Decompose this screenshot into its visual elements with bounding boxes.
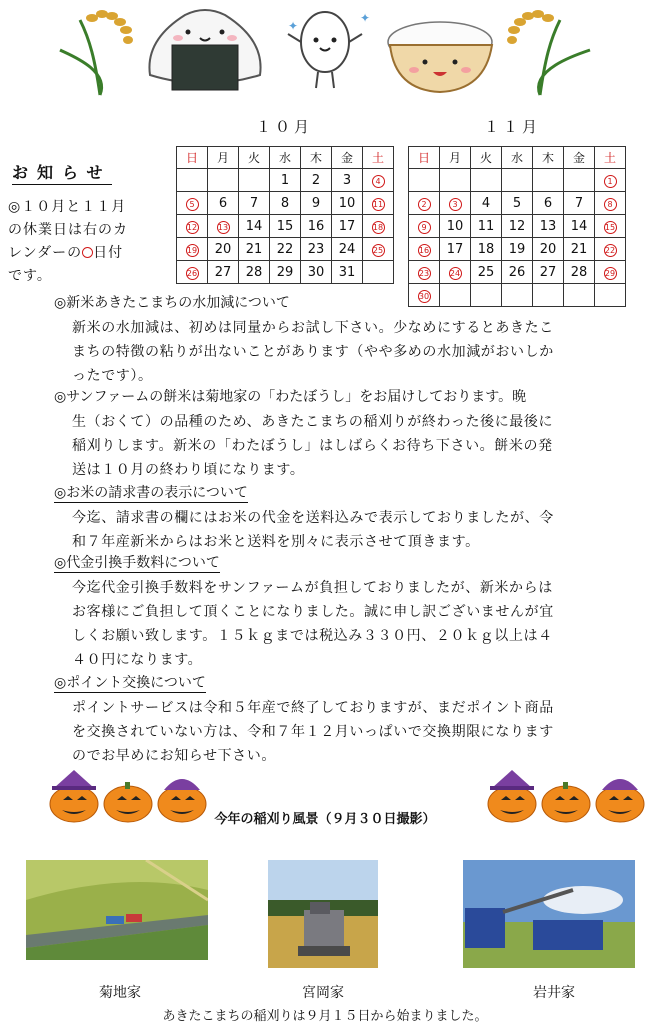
text-line: 今迄代金引換手数料をサンファームが負担しておりましたが、新米からは: [72, 580, 553, 596]
text-line: を交換されていない方は、令和７年１２月いっぱいで交換期限になります: [72, 724, 554, 740]
calendar-day: 12: [502, 215, 533, 238]
calendar-day: 28: [239, 261, 270, 284]
closed-day-mark: 25: [372, 245, 384, 255]
calendar-week: [177, 169, 394, 192]
calendar-day: 31: [332, 261, 363, 284]
text-line: ４０円になります。: [72, 652, 203, 668]
calendar-day-closed: [595, 215, 626, 238]
calendar-week: [409, 284, 626, 307]
weekday-header: 木: [533, 147, 564, 169]
calendar-day: 10: [332, 192, 363, 215]
caption-iwai: 岩井家: [533, 985, 575, 1001]
rice-bowl-character-icon: [388, 22, 492, 92]
weekday-header: 金: [332, 147, 363, 169]
closed-day-mark: 15: [604, 222, 616, 232]
calendar-week: [409, 238, 626, 261]
weekday-header: 水: [502, 147, 533, 169]
calendar-day: 11: [471, 215, 502, 238]
closed-day-mark: 22: [604, 245, 616, 255]
text-line: ポイントサービスは令和５年産で終了しておりますが、まだポイント商品: [72, 700, 554, 716]
calendar-day-closed: [363, 238, 394, 261]
closed-day-mark: 29: [604, 268, 616, 278]
text-line: お客様にご負担して頂くことになりました。誠に申し訳ございませんが宜: [72, 604, 554, 620]
calendar-day: [208, 169, 239, 192]
calendar-day-closed: [409, 215, 440, 238]
calendar-day-closed: [595, 261, 626, 284]
calendar-day: [564, 284, 595, 307]
section-text: [72, 506, 644, 554]
closed-day-mark: 9: [418, 221, 431, 234]
text-line: 稲刈りします。新米の「わたぼうし」はしばらくお待ち下さい。餅米の発: [72, 438, 553, 454]
calendar-day: 21: [564, 238, 595, 261]
section-heading: ◎新米あきたこまちの水加減について: [54, 295, 290, 311]
weekday-header: 日: [177, 147, 208, 169]
calendar-day-closed: [409, 284, 440, 307]
november-calendar-title: １１月: [484, 118, 542, 136]
svg-text:✦: ✦: [360, 11, 371, 25]
calendar-day-closed: [177, 192, 208, 215]
notice-line-part: 日付: [93, 245, 124, 261]
calendar-day: 17: [332, 215, 363, 238]
calendar-day: 2: [301, 169, 332, 192]
calendar-day: 26: [502, 261, 533, 284]
calendar-week: [177, 192, 394, 215]
text-line: しくお願い致します。１５ｋｇまでは税込み３３０円、２０ｋｇ以上は４: [72, 628, 553, 644]
calendar-day: 8: [270, 192, 301, 215]
notice-line-part: レンダーの: [8, 245, 83, 261]
calendar-day: [502, 284, 533, 307]
calendar-week: [177, 261, 394, 284]
closed-day-mark: 11: [372, 199, 384, 209]
calendar-day-closed: [409, 261, 440, 284]
calendar-day: [471, 284, 502, 307]
calendar-day: 27: [208, 261, 239, 284]
calendar-day-closed: [595, 169, 626, 192]
calendar-week: [409, 192, 626, 215]
weekday-header: 水: [270, 147, 301, 169]
closed-day-mark: 26: [186, 268, 198, 278]
weekday-header: 土: [363, 147, 394, 169]
section-heading: ◎代金引換手数料について: [54, 552, 220, 573]
photo-miyaoka: [268, 860, 378, 968]
text-line: のでお早めにお知らせ下さい。: [72, 748, 276, 764]
calendar-week: [177, 238, 394, 261]
calendar-day: [239, 169, 270, 192]
calendar-day: [502, 169, 533, 192]
calendar-day: 27: [533, 261, 564, 284]
calendar-day: [440, 169, 471, 192]
rice-stalk-right-icon: [507, 10, 590, 95]
calendar-day: 6: [533, 192, 564, 215]
calendar-day: 10: [440, 215, 471, 238]
closed-day-mark: 12: [186, 222, 198, 232]
calendar-day: 22: [270, 238, 301, 261]
section-text: [72, 316, 644, 388]
calendar-day: 5: [502, 192, 533, 215]
rice-grain-character-icon: [288, 11, 370, 88]
closed-day-mark: 1: [604, 175, 617, 188]
calendar-day: 1: [270, 169, 301, 192]
calendar-day-closed: [177, 261, 208, 284]
closed-day-mark: 16: [418, 245, 430, 255]
photos-title: 今年の稲刈り風景（９月３０日撮影）: [214, 812, 436, 827]
calendar-day: 20: [208, 238, 239, 261]
weekday-header: 月: [208, 147, 239, 169]
notice-title: お知らせ: [12, 160, 112, 185]
calendar-day: 4: [471, 192, 502, 215]
october-calendar-title: １０月: [256, 118, 314, 136]
closed-day-mark: 24: [449, 268, 461, 278]
photo-iwai: [463, 860, 635, 968]
closed-day-mark: 30: [418, 291, 430, 301]
closed-day-mark: 23: [418, 268, 430, 278]
calendar-day: 14: [239, 215, 270, 238]
calendar-day-closed: [363, 192, 394, 215]
text-line: 和７年産新米からはお米と送料を別々に表示させて頂きます。: [72, 534, 480, 550]
calendar-day-closed: [595, 238, 626, 261]
text-line: ったです）。: [72, 368, 153, 384]
calendar-week: [409, 215, 626, 238]
section-heading: ◎サンファームの餅米は菊地家の「わたぼうし」をお届けしております。晩: [54, 389, 527, 405]
calendar-day: 3: [332, 169, 363, 192]
notice-line: です。: [8, 268, 52, 284]
text-line: まちの特徴の粘りが出ないことがあります（やや多めの水加減がおいしか: [72, 344, 554, 360]
calendar-day-closed: [208, 215, 239, 238]
calendar-day: 18: [471, 238, 502, 261]
closed-day-mark: 19: [186, 245, 198, 255]
photo-kikuchi: [26, 860, 208, 960]
section-text: [72, 410, 644, 482]
calendar-day-closed: [409, 192, 440, 215]
weekday-header: 木: [301, 147, 332, 169]
section-text: [72, 696, 644, 768]
closed-day-mark: 13: [217, 222, 229, 232]
calendar-day: [409, 169, 440, 192]
weekday-header: 火: [471, 147, 502, 169]
calendar-day: 6: [208, 192, 239, 215]
notice-line: ◎１０月と１１月: [8, 199, 127, 215]
calendar-day: [533, 169, 564, 192]
weekday-header: 土: [595, 147, 626, 169]
calendar-day: 20: [533, 238, 564, 261]
section-text: [72, 576, 644, 672]
header-illustration: [0, 0, 650, 105]
text-line: 今迄、請求書の欄にはお米の代金を送料込みで表示しておりましたが、令: [72, 510, 554, 526]
closed-day-mark: 18: [372, 222, 384, 232]
calendar-day-closed: [409, 238, 440, 261]
caption-kikuchi: 菊地家: [99, 985, 141, 1001]
closed-day-mark: 2: [418, 198, 431, 211]
calendar-day: 7: [239, 192, 270, 215]
calendar-day: 14: [564, 215, 595, 238]
calendar-day: [440, 284, 471, 307]
calendar-day: 16: [301, 215, 332, 238]
october-calendar: [176, 146, 394, 284]
calendar-day: 28: [564, 261, 595, 284]
calendar-day-closed: [363, 169, 394, 192]
calendar-day: 25: [471, 261, 502, 284]
rice-stalk-left-icon: [60, 10, 133, 95]
closed-day-mark: 5: [186, 198, 199, 211]
footer-note: あきたこまちの稲刈りは９月１５日から始まりました。: [162, 1009, 488, 1024]
calendar-day-closed: [440, 192, 471, 215]
calendar-day: 19: [502, 238, 533, 261]
text-line: 生（おくて）の品種のため、あきたこまちの稲刈りが終わった後に最後に: [72, 414, 554, 430]
calendar-week: [177, 215, 394, 238]
calendar-day: [471, 169, 502, 192]
november-calendar: [408, 146, 626, 307]
calendar-day-closed: [440, 261, 471, 284]
calendar-day: 13: [533, 215, 564, 238]
notice-line: [8, 242, 168, 265]
calendar-week: [409, 261, 626, 284]
onigiri-character-icon: [149, 10, 260, 90]
calendar-day: 21: [239, 238, 270, 261]
closed-day-mark: 4: [372, 175, 385, 188]
calendar-week: [409, 169, 626, 192]
svg-text:✦: ✦: [288, 19, 299, 33]
calendar-day: [363, 261, 394, 284]
text-line: 新米の水加減は、初めは同量からお試し下さい。少なめにするとあきたこ: [72, 320, 554, 336]
calendar-day: 9: [301, 192, 332, 215]
calendar-day: 7: [564, 192, 595, 215]
section-heading: ◎お米の請求書の表示について: [54, 482, 248, 503]
weekday-header: 月: [440, 147, 471, 169]
calendar-day-closed: [595, 192, 626, 215]
calendar-day: 30: [301, 261, 332, 284]
notice-body: [8, 196, 168, 288]
calendar-day-closed: [363, 215, 394, 238]
calendar-day: 17: [440, 238, 471, 261]
notice-line: の休業日は右のカ: [8, 222, 128, 238]
caption-miyaoka: 宮岡家: [302, 985, 344, 1001]
calendar-day: [595, 284, 626, 307]
weekday-header: 火: [239, 147, 270, 169]
red-circle-icon: [82, 247, 93, 258]
weekday-header: 日: [409, 147, 440, 169]
calendar-day: 29: [270, 261, 301, 284]
calendar-day: 24: [332, 238, 363, 261]
calendar-day: 15: [270, 215, 301, 238]
closed-day-mark: 3: [449, 198, 462, 211]
text-line: 送は１０月の終わり頃になります。: [72, 462, 305, 478]
weekday-header: 金: [564, 147, 595, 169]
calendar-day-closed: [177, 215, 208, 238]
calendar-day: [564, 169, 595, 192]
calendar-day: [533, 284, 564, 307]
calendar-day: [177, 169, 208, 192]
closed-day-mark: 8: [604, 198, 617, 211]
section-heading: ◎ポイント交換について: [54, 672, 206, 693]
calendar-day-closed: [177, 238, 208, 261]
calendar-day: 23: [301, 238, 332, 261]
